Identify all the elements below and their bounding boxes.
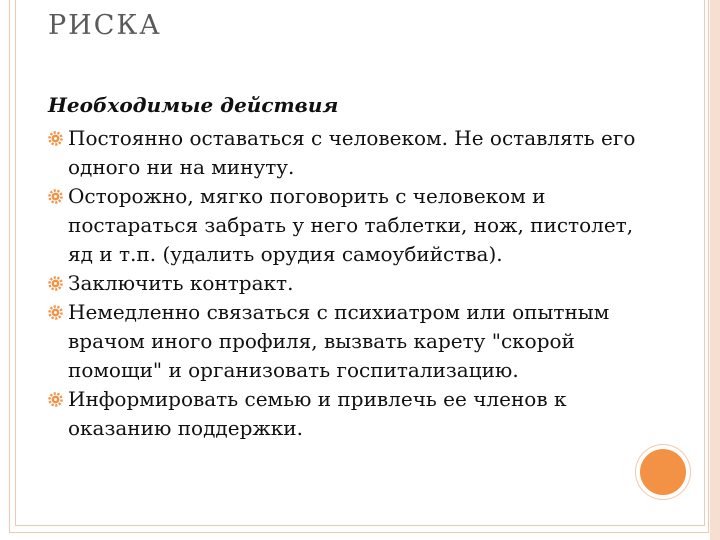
bullet-line: одного ни на минуту. xyxy=(68,155,295,179)
bullet-line: Постоянно оставаться с человеком. Не оставлять его xyxy=(68,126,636,150)
bullet-line: оказанию поддержки. xyxy=(68,416,303,440)
gear-bullet-icon xyxy=(48,276,63,291)
bullet-line: Информировать семью и привлечь ее членов к xyxy=(68,387,567,411)
bullet-line: Осторожно, мягко поговорить с человеком и xyxy=(68,184,546,208)
bullet-list xyxy=(48,124,688,443)
slide-title xyxy=(48,0,501,50)
bullet-item xyxy=(48,182,688,269)
bullet-line: помощи" и организовать госпитализацию. xyxy=(68,358,519,382)
bullet-item xyxy=(48,385,688,443)
gear-bullet-icon xyxy=(48,189,63,204)
decorative-orange-circle xyxy=(640,449,686,495)
slide-edge-band xyxy=(710,0,720,540)
bullet-line: Заключить контракт. xyxy=(68,271,294,295)
gear-bullet-icon xyxy=(48,392,63,407)
bullet-item xyxy=(48,269,688,298)
title-line-2: РИСКА xyxy=(48,10,162,41)
bullet-item xyxy=(48,298,688,385)
subheading: Необходимые действия xyxy=(48,93,339,117)
bullet-line: Немедленно связаться с психиатром или опытным xyxy=(68,300,610,324)
bullet-item xyxy=(48,124,688,182)
bullet-line: врачом иного профиля, вызвать карету "скорой xyxy=(68,329,575,353)
gear-bullet-icon xyxy=(48,305,63,320)
bullet-line: яд и т.п. (удалить орудия самоубийства). xyxy=(68,242,503,266)
bullet-line: постараться забрать у него таблетки, нож, пистолет, xyxy=(68,213,634,237)
gear-bullet-icon xyxy=(48,131,63,146)
